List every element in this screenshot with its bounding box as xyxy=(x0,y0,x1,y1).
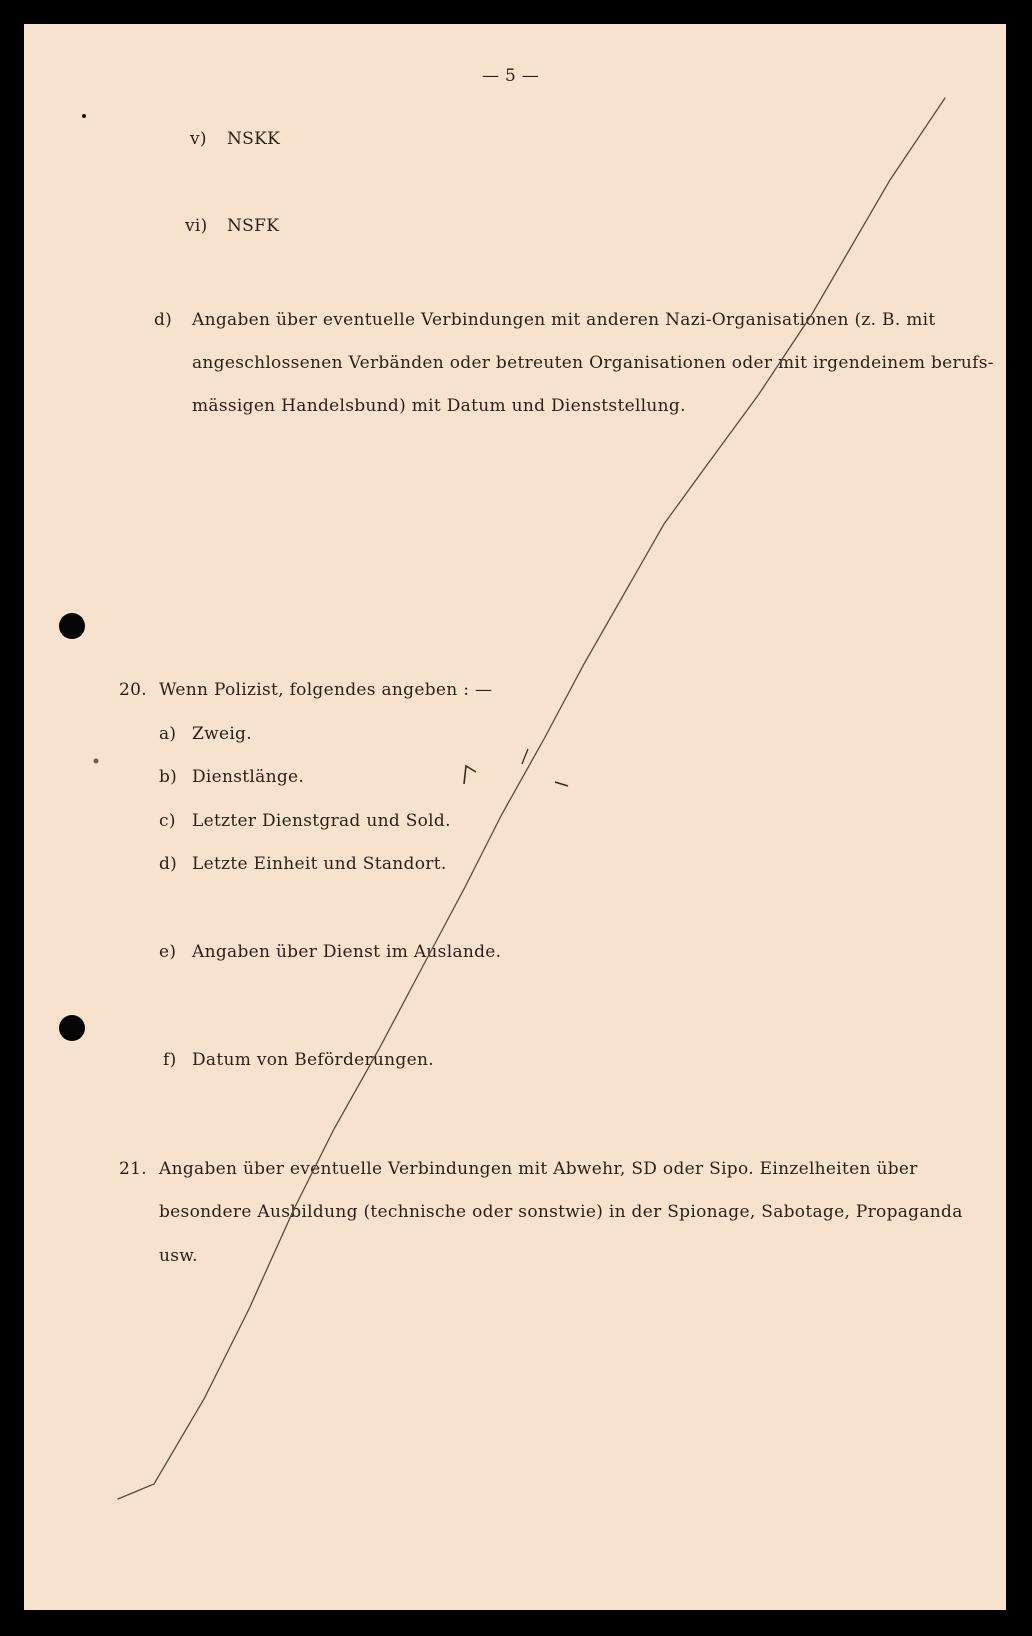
question-21-line-2: besondere Ausbildung (technische oder sonstwie) in der Spionage, Sabotage, Propaganda xyxy=(159,1202,963,1222)
question-21-line-3: usw. xyxy=(159,1246,198,1266)
strike-line xyxy=(118,98,994,1499)
list-label: vi) xyxy=(185,216,208,236)
speck xyxy=(94,759,99,764)
list-label: f) xyxy=(163,1050,177,1070)
question-number: 20. xyxy=(119,680,147,700)
list-label: e) xyxy=(159,942,177,962)
pencil-tick xyxy=(464,766,476,784)
document-page xyxy=(24,24,1006,1610)
list-text: Datum von Beförderungen. xyxy=(192,1050,434,1070)
list-text: Angaben über Dienst im Auslande. xyxy=(192,942,502,962)
section-d-line-2: angeschlossenen Verbänden oder betreuten Organisationen oder mit irgendeinem berufs- xyxy=(192,353,994,373)
question-text: Wenn Polizist, folgendes angeben : — xyxy=(159,680,493,700)
list-text: NSKK xyxy=(227,129,281,149)
question-number: 21. xyxy=(119,1159,147,1179)
section-d-line-3: mässigen Handelsbund) mit Datum und Dienststellung. xyxy=(192,396,686,416)
list-text: Letzte Einheit und Standort. xyxy=(192,854,447,874)
pencil-strike-mark xyxy=(24,24,1006,1610)
list-text: NSFK xyxy=(227,216,280,236)
list-text: Zweig. xyxy=(192,724,252,744)
question-21-line-1: Angaben über eventuelle Verbindungen mit Abwehr, SD oder Sipo. Einzelheiten über xyxy=(159,1159,918,1179)
list-label: a) xyxy=(159,724,177,744)
pencil-tick xyxy=(555,782,568,786)
section-d-label: d) xyxy=(154,310,173,330)
list-label: d) xyxy=(159,854,178,874)
list-text: Letzter Dienstgrad und Sold. xyxy=(192,811,451,831)
list-label: b) xyxy=(159,767,178,787)
section-d-line-1: Angaben über eventuelle Verbindungen mit anderen Nazi-Organisationen (z. B. mit xyxy=(192,310,936,330)
speck xyxy=(82,114,86,118)
page-number: — 5 — xyxy=(482,66,540,86)
list-label: v) xyxy=(190,129,207,149)
list-text: Dienstlänge. xyxy=(192,767,305,787)
pencil-tick xyxy=(522,749,528,764)
list-label: c) xyxy=(159,811,176,831)
